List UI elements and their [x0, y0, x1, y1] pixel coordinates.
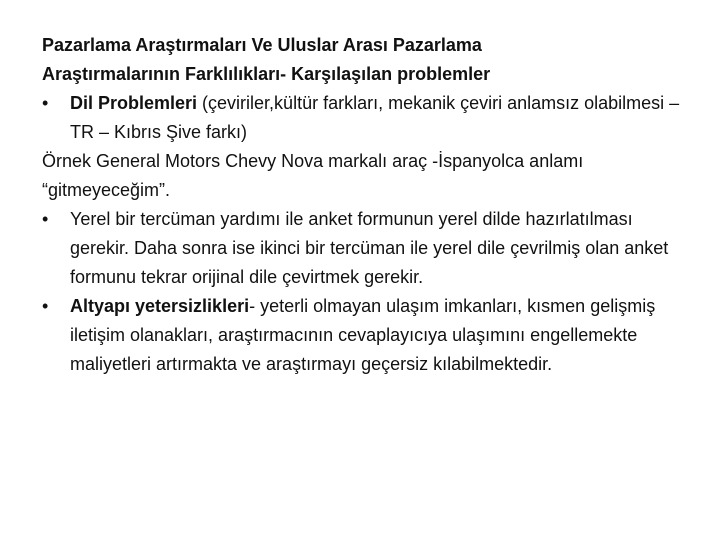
bullet-item-language-problems	[42, 89, 680, 147]
bullet-bold-label: Altyapı yetersizlikleri	[70, 296, 250, 316]
example-paragraph: Örnek General Motors Chevy Nova markalı araç -İspanyolca anlamı “gitmeyeceğim”.	[42, 151, 584, 200]
bullet-bold-label: Dil Problemleri	[70, 93, 198, 113]
bullet-icon: •	[42, 209, 49, 229]
bullet-text: - yeterli olmayan ulaşım imkanları, kısmen gelişmiş iletişim olanakları, araştırmacının cevaplayıcıya ulaşımını engellemekte maliyetleri artırmakta ve araştırmayı geçersiz kılabilmektedir.	[70, 296, 656, 374]
bullet-text: (çeviriler,kültür farkları, mekanik çeviri anlamsız olabilmesi – TR – Kıbrıs Şive farkı)	[70, 93, 680, 142]
title-line-2: Araştırmalarının Farklılıkları- Karşılaşılan problemler	[42, 64, 491, 84]
bullet-item-translator	[42, 205, 680, 292]
bullet-icon: •	[42, 93, 49, 113]
bullet-item-infrastructure	[42, 292, 680, 379]
bullet-text: Yerel bir tercüman yardımı ile anket formunun yerel dilde hazırlatılması gerekir. Daha sonra ise ikinci bir tercüman ile yerel dile çevrilmiş olan anket formunu tekrar orijinal dile çevirtmek gerekir.	[70, 209, 669, 287]
title-line-1: Pazarlama Araştırmaları Ve Uluslar Arası Pazarlama	[42, 35, 482, 55]
bullet-icon: •	[42, 296, 49, 316]
